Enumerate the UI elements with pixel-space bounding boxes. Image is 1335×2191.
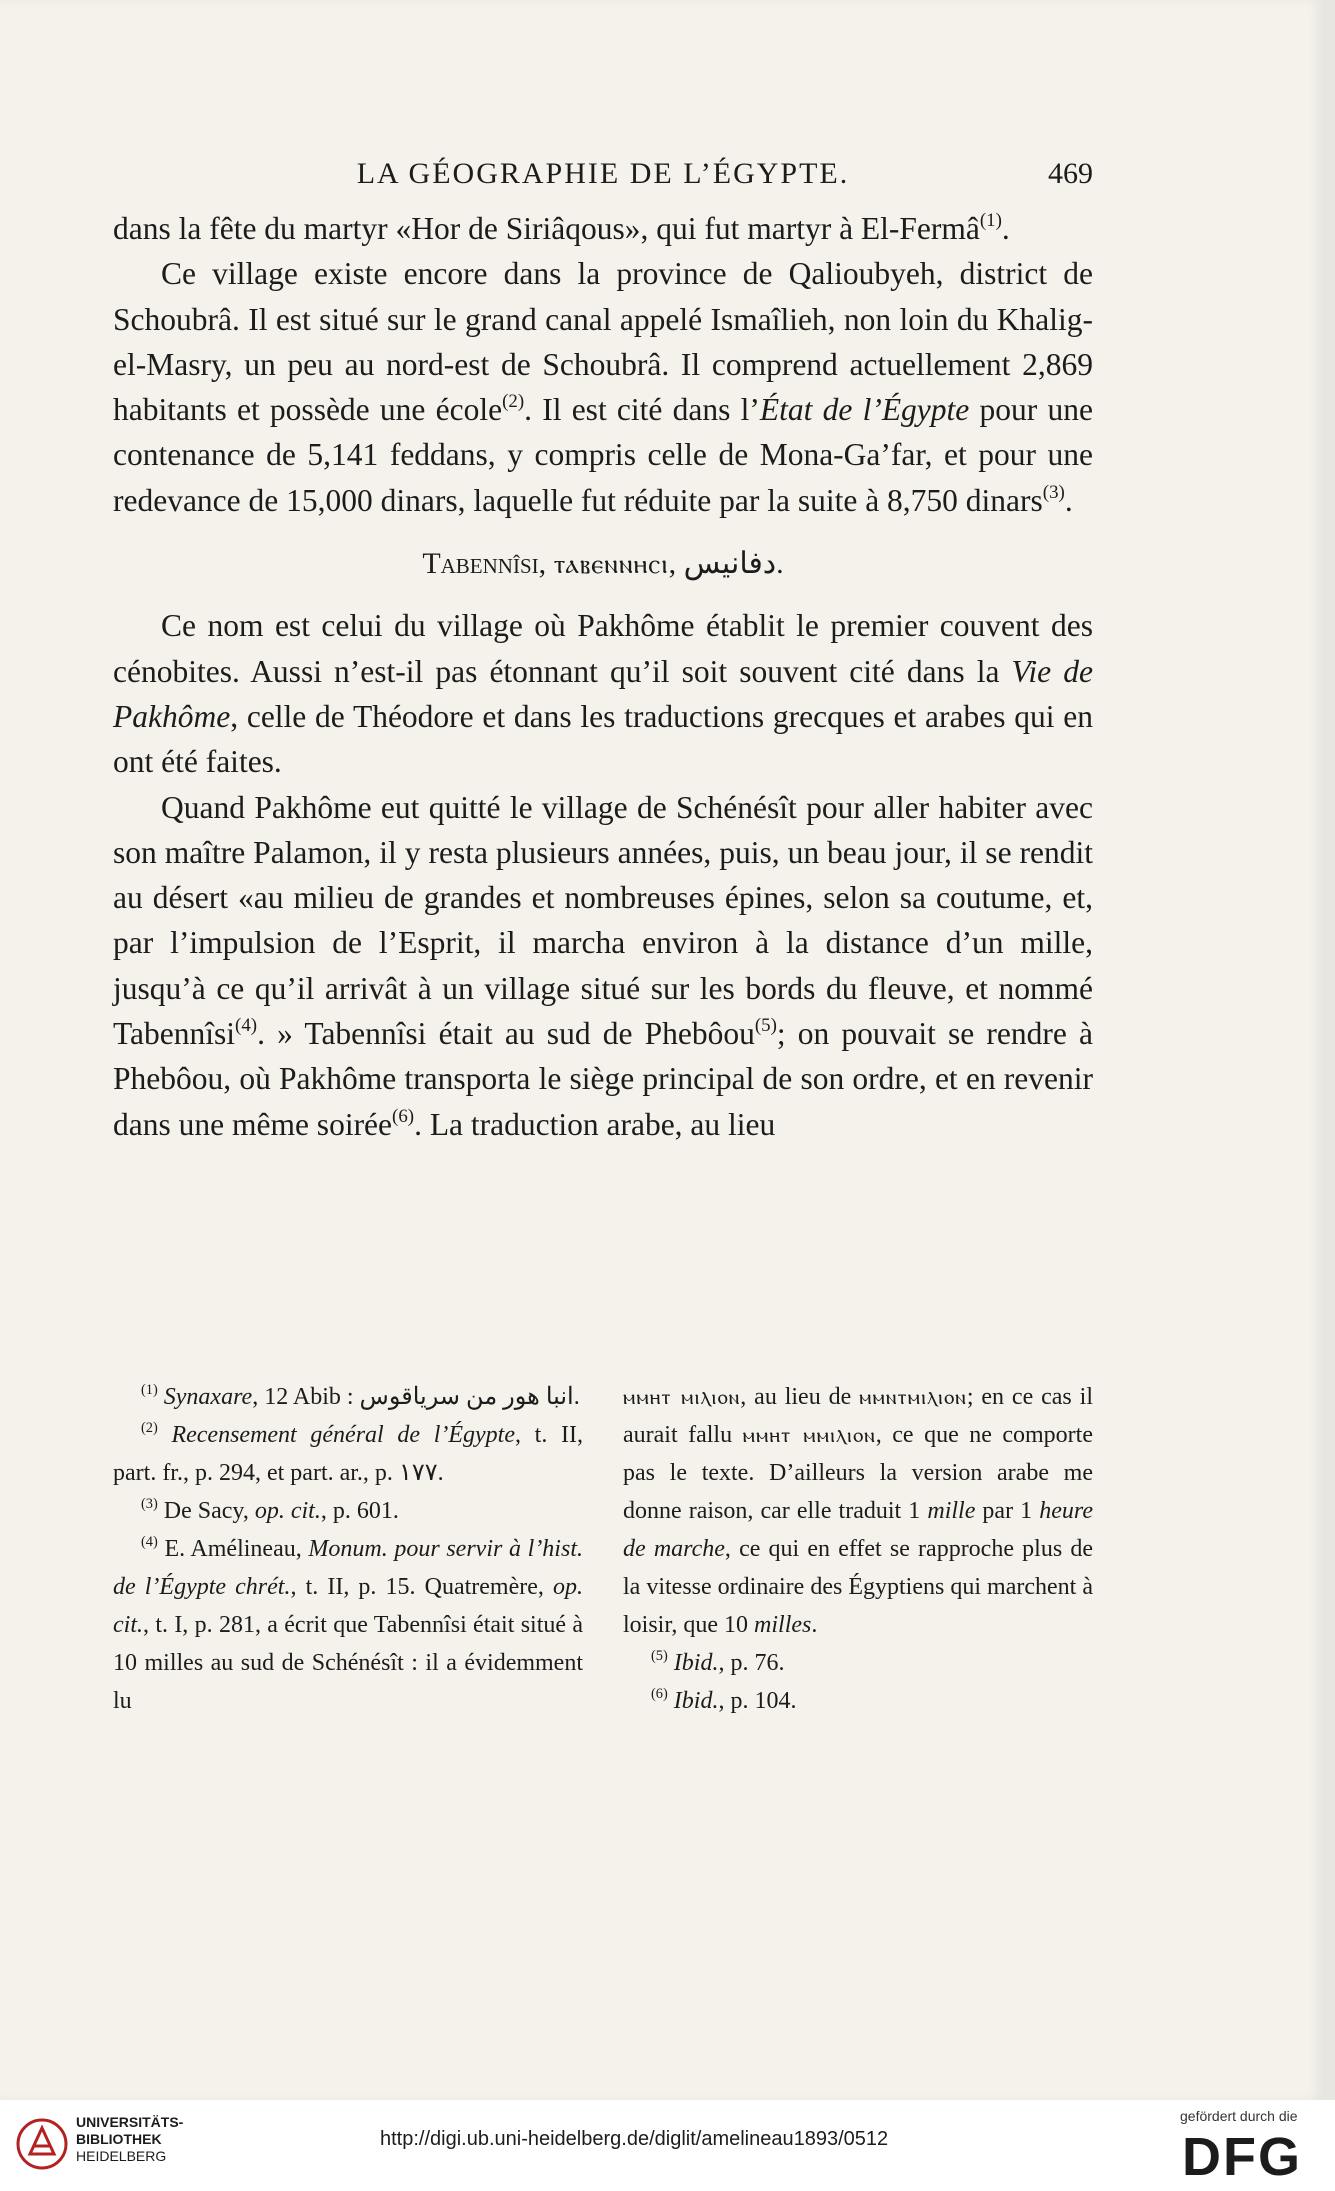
footnote-ref-6: (6) [392, 1105, 415, 1127]
text-run: , ce qui en effet se rapproche plus de la vitesse ordinaire des Égyptiens qui marchent à loisir, que 10 [623, 1536, 1093, 1638]
text-run: , p. 76. [718, 1650, 785, 1676]
paragraph-1 [113, 206, 1093, 251]
italic-text: Synaxare [163, 1384, 253, 1410]
text-run: . [1064, 482, 1073, 518]
footnote-4 [113, 1530, 583, 1720]
section-coptic: ⲧⲁⲃⲉⲛⲛⲏⲥⲓ [553, 549, 669, 581]
footnote-2 [113, 1416, 583, 1492]
footnote-4-continued [623, 1378, 1093, 1644]
university-seal-icon [14, 2110, 80, 2176]
footnote-mark: (6) [651, 1685, 668, 1702]
text-run: . [1001, 211, 1010, 246]
italic-text: Recensement général de l’Égypte [171, 1422, 515, 1448]
footnotes-right-column [623, 1378, 1093, 1720]
page-edge [1322, 0, 1335, 2100]
coptic-text: ⲙⲙⲏⲧ ⲙⲙⲓⲗⲓⲟⲛ [742, 1423, 876, 1447]
footnote-6 [623, 1682, 1093, 1720]
section-latin: Tabennîsi [422, 547, 539, 581]
page-number: 469 [1048, 157, 1093, 190]
text-run: . » Tabennîsi était au sud de Phebôou [257, 1016, 755, 1052]
text-run: . Il est cité dans l’ [524, 392, 760, 428]
footnote-ref-4: (4) [235, 1014, 258, 1036]
main-text [113, 206, 1093, 1147]
text-run: , p. 104. [718, 1688, 797, 1714]
library-line: BIBLIOTHEK [76, 2131, 162, 2147]
text-run: pour une contenance de 5,141 feddans, y compris celle de Mona-Ga’far, et pour une redevance de 15,000 dinars, laquelle fut réduite par la suite à 8,750 dinars [113, 392, 1093, 518]
running-header [113, 157, 1093, 197]
text-run: , celle de Théodore et dans les traductions grecques et arabes qui en ont été faites. [113, 698, 1093, 780]
italic-title: Vie de Pakhôme [113, 653, 1093, 734]
text-run: par 1 [975, 1498, 1040, 1524]
library-name [76, 2114, 183, 2165]
funding-label: gefördert durch die [1180, 2108, 1298, 2124]
text-run: . La traduction arabe, au lieu [414, 1106, 776, 1142]
italic-text: op. cit. [113, 1574, 583, 1638]
permalink-url[interactable]: http://digi.ub.uni-heidelberg.de/diglit/amelineau1893/0512 [380, 2128, 889, 2150]
footnote-mark: (5) [651, 1647, 668, 1664]
footnote-ref-1: (1) [979, 209, 1002, 231]
text-run: De Sacy, [163, 1498, 255, 1524]
italic-text: milles [754, 1612, 812, 1638]
text-run: ; en ce cas il aurait fallu [623, 1384, 1094, 1448]
text-run: E. Amélineau, [164, 1536, 309, 1562]
paragraph-3 [113, 603, 1093, 784]
italic-text: mille [927, 1498, 976, 1524]
text-run: , 12 Abib : انبا هور من سرياقوس. [252, 1384, 580, 1410]
paragraph-4 [113, 785, 1093, 1147]
footnote-ref-5: (5) [754, 1014, 777, 1036]
text-run: Quand Pakhôme eut quitté le village de Schénésît pour aller habiter avec son maître Palamon, il y resta plusieurs années, puis, un beau jour, il se rendit au désert «au milieu de grandes et nombreuses épines, selon sa coutume, et, par l’impulsion de l’Esprit, il marcha environ à la distance d’un mille, jusqu’à ce qu’il arrivât à un village situé sur les bords du fleuve, et nommé Tabennîsi [113, 789, 1093, 1052]
dfg-logo: DFG [1182, 2127, 1302, 2187]
text-run: , au lieu de [740, 1384, 860, 1410]
text-run: dans la fête du martyr «Hor de Siriâqous», qui fut martyr à El-Fermâ [113, 211, 980, 246]
footnote-mark: (1) [141, 1381, 158, 1398]
italic-text: Ibid. [673, 1688, 719, 1714]
paragraph-2 [113, 251, 1093, 523]
text-run: , p. 601. [320, 1498, 399, 1524]
text-run: , t. II, p. 15. Quatremère, [290, 1574, 553, 1600]
footnote-1 [113, 1378, 583, 1416]
text-run: ; on pouvait se rendre à Phebôou, où Pakhôme transporta le siège principal de son ordre, et en revenir dans une même soirée [113, 1016, 1093, 1142]
footnote-ref-2: (2) [502, 390, 525, 412]
library-line: HEIDELBERG [76, 2148, 167, 2164]
text-run: Ce village existe encore dans la province de Qalioubyeh, district de Schoubrâ. Il est situé sur le grand canal appelé Ismaîlieh, non loin du Khalig-el-Masry, un peu au nord-est de Schoubrâ. Il comprend actuellement 2,869 habitants et possède une école [113, 256, 1093, 428]
library-line: UNIVERSITÄTS- [76, 2114, 184, 2130]
text-run: , ce que ne comporte pas le texte. D’ailleurs la version arabe me donne raison, car elle traduit 1 [623, 1422, 1093, 1524]
section-heading: Tabennîsi, ⲧⲁⲃⲉⲛⲛⲏⲥⲓ, دفانيس. [422, 547, 784, 581]
italic-text: heure de marche [623, 1498, 1093, 1562]
italic-title: État de l’Égypte [759, 392, 970, 428]
text-run: Ce nom est celui du village où Pakhôme établit le premier couvent des cénobites. Aussi n’est-il pas étonnant qu’il soit souvent cité dans la [113, 608, 1093, 689]
text-run: , t. I, p. 281, a écrit que Tabennîsi était situé à 10 milles au sud de Schénésît : il a évidemment lu [113, 1612, 583, 1714]
footnote-5 [623, 1644, 1093, 1682]
section-arabic: دفانيس [683, 547, 777, 581]
text-run: . [811, 1612, 818, 1638]
text-run: , t. II, part. fr., p. 294, et part. ar., p. ١٧٧. [113, 1422, 583, 1486]
footnotes [113, 1378, 1093, 1720]
coptic-text: ⲙⲙⲏⲧ ⲙⲓⲗⲓⲟⲛ [623, 1385, 741, 1409]
italic-text: Monum. pour servir à l’hist. de l’Égypte chrét. [113, 1536, 583, 1600]
footnote-mark: (3) [141, 1495, 158, 1512]
italic-text: Ibid. [673, 1650, 719, 1676]
footnote-3 [113, 1492, 583, 1530]
italic-text: op. cit. [254, 1498, 321, 1524]
running-title: LA GÉOGRAPHIE DE L’ÉGYPTE. [356, 157, 850, 190]
footnote-mark: (2) [141, 1419, 158, 1436]
coptic-text: ⲙⲙⲛⲧⲙⲓⲗⲓⲟⲛ [859, 1385, 967, 1409]
footnote-mark: (4) [141, 1533, 158, 1550]
footnotes-left-column [113, 1378, 583, 1720]
footnote-ref-3: (3) [1042, 481, 1065, 503]
